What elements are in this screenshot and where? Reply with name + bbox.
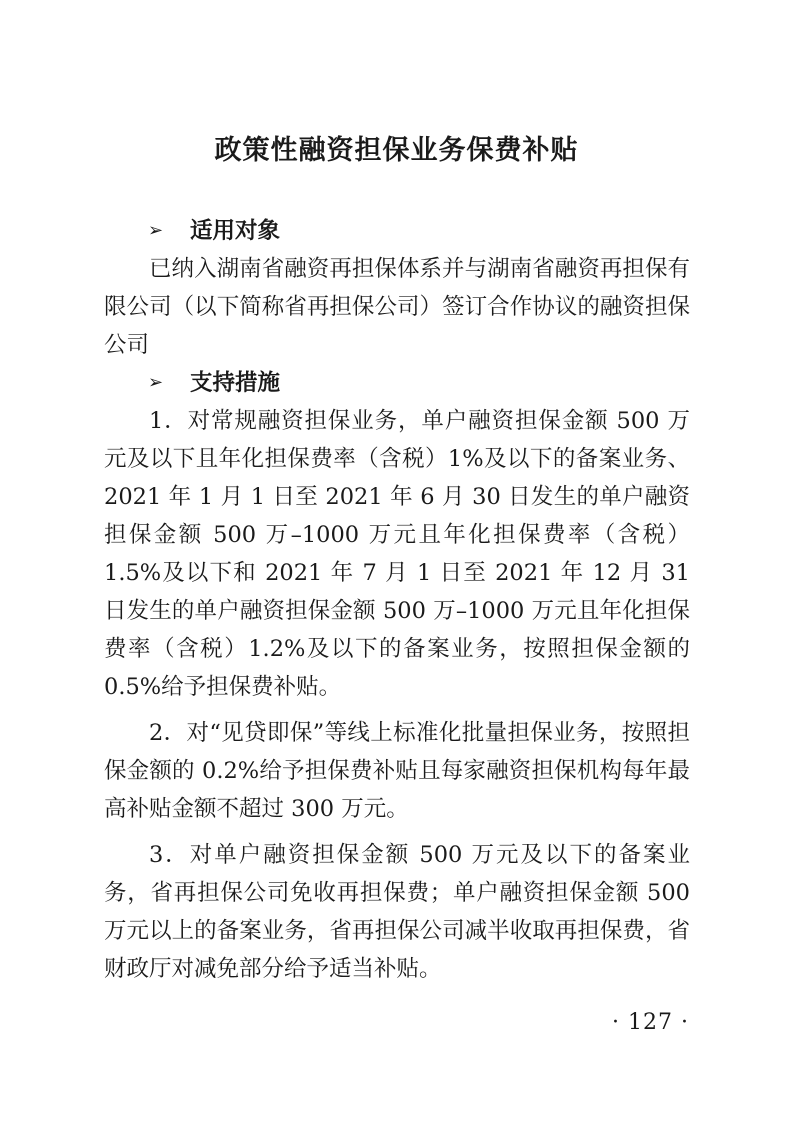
paragraph-spacer — [104, 828, 690, 836]
paragraph-applicable-objects: 已纳入湖南省融资再担保体系并与湖南省融资再担保有限公司（以下简称省再担保公司）签订合作协议的融资担保公司 — [104, 256, 690, 358]
paragraph-spacer — [104, 706, 690, 714]
section-heading-applicable-objects — [104, 212, 690, 250]
section-heading-label: 支持措施 — [190, 370, 281, 396]
page-number: · 127 · — [612, 1010, 689, 1035]
page-title: 政策性融资担保业务保费补贴 — [214, 135, 579, 166]
arrow-bullet-icon: ➢ — [148, 372, 164, 393]
paragraph-measure-1: 1．对常规融资担保业务，单户融资担保金额 500 万元及以下且年化担保费率（含税）1%及以下的备案业务、2021 年 1 月 1 日至 2021 年 6 月 30 日发生的单户融资担保金额 500 万–1000 万元且年化担保费率（含税）1.5%及以下和 2021 年 7 月 1 日至 2021 年 12 月 31 日发生的单户融资担保金额 500 万–1000 万元且年化担保费率（含税）1.2%及以下的备案业务，按照担保金额的 0.5%给予担保费补贴。 — [104, 408, 690, 700]
document-body — [104, 212, 690, 988]
arrow-bullet-icon: ➢ — [148, 220, 164, 241]
paragraph-measure-2: 2．对“见贷即保”等线上标准化批量担保业务，按照担保金额的 0.2%给予担保费补贴且每家融资担保机构每年最高补贴金额不超过 300 万元。 — [104, 720, 690, 822]
paragraph-measure-3: 3．对单户融资担保金额 500 万元及以下的备案业务，省再担保公司免收再担保费；单户融资担保金额 500 万元以上的备案业务，省再担保公司减半收取再担保费，省财政厅对减免部分给予适当补贴。 — [104, 842, 690, 982]
section-heading-label: 适用对象 — [190, 218, 281, 244]
section-heading-support-measures — [104, 364, 690, 402]
